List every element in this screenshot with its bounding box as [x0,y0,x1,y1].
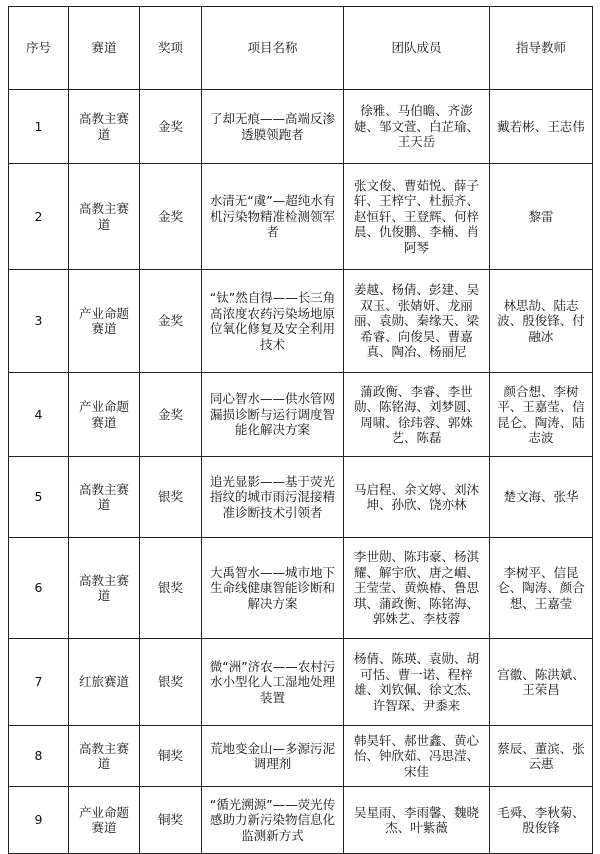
cell-track: 高教主赛道 [69,457,140,538]
table-row [9,457,593,538]
table-row [9,270,593,373]
table-row [9,787,593,854]
header-no: 序号 [9,7,69,90]
cell-members: 徐雅、马伯瞻、齐澎婕、邹文萱、白芷瑜、王天岳 [344,90,490,164]
cell-track: 高教主赛道 [69,538,140,639]
cell-award: 铜奖 [140,726,202,787]
table-row [9,373,593,457]
cell-no: 6 [9,538,69,639]
cell-award: 银奖 [140,457,202,538]
awards-table [8,6,593,854]
header-award: 奖项 [140,7,202,90]
cell-no: 3 [9,270,69,373]
cell-project: 微“洲”济农——农村污水小型化人工湿地处理装置 [202,639,344,726]
cell-project: 了却无痕——高端反渗透膜领跑者 [202,90,344,164]
cell-members: 姜越、杨倩、彭建、吴双玉、张婧妍、龙丽丽、袁勋、秦缘天、梁希睿、向俊昊、曹嘉真、陶冶、杨丽尼 [344,270,490,373]
cell-award: 金奖 [140,373,202,457]
cell-advisors: 蔡辰、董滨、张云惠 [490,726,593,787]
cell-award: 银奖 [140,538,202,639]
table-row [9,164,593,270]
cell-advisors: 黎雷 [490,164,593,270]
cell-track: 产业命题赛道 [69,787,140,854]
table-row [9,538,593,639]
cell-award: 铜奖 [140,787,202,854]
cell-members: 韩昊轩、郝世鑫、黄心怡、钟欣茹、冯思滢、宋佳 [344,726,490,787]
cell-project: “循光溯源”——荧光传感助力新污染物信息化监测新方式 [202,787,344,854]
cell-track: 高教主赛道 [69,726,140,787]
header-advisors: 指导教师 [490,7,593,90]
cell-award: 金奖 [140,270,202,373]
header-project: 项目名称 [202,7,344,90]
cell-track: 产业命题赛道 [69,270,140,373]
cell-no: 8 [9,726,69,787]
cell-project: 水清无“虞”—超纯水有机污染物精准检测领军者 [202,164,344,270]
cell-advisors: 颜合想、李树平、王嘉莹、信昆仑、陶涛、陆志波 [490,373,593,457]
cell-no: 1 [9,90,69,164]
cell-project: 追光显影——基于荧光指纹的城市雨污混接精准诊断技术引领者 [202,457,344,538]
cell-advisors: 李树平、信昆仑、陶涛、颜合想、王嘉莹 [490,538,593,639]
cell-members: 蒲政衡、李睿、李世勋、陈铭海、刘梦圆、周啸、徐玮蓉、郭姝艺、陈磊 [344,373,490,457]
table-row [9,639,593,726]
cell-track: 红旅赛道 [69,639,140,726]
cell-track: 产业命题赛道 [69,373,140,457]
cell-no: 4 [9,373,69,457]
cell-project: 同心智水——供水管网漏损诊断与运行调度智能化解决方案 [202,373,344,457]
cell-award: 银奖 [140,639,202,726]
cell-project: “钛”然自得——长三角高浓度农药污染场地原位氧化修复及安全利用技术 [202,270,344,373]
cell-track: 高教主赛道 [69,90,140,164]
cell-no: 7 [9,639,69,726]
table-row [9,726,593,787]
cell-no: 5 [9,457,69,538]
cell-project: 大禹智水——城市地下生命线健康智能诊断和解决方案 [202,538,344,639]
cell-members: 马启程、余文婷、刘沐坤、孙欣、饶亦林 [344,457,490,538]
cell-award: 金奖 [140,164,202,270]
cell-award: 金奖 [140,90,202,164]
table-row [9,90,593,164]
cell-members: 吴星雨、李雨馨、魏晓杰、叶紫薇 [344,787,490,854]
cell-members: 杨倩、陈瑛、袁勋、胡可恬、曹一诺、程梓雄、刘钦佩、徐文杰、许智琛、尹黍来 [344,639,490,726]
cell-advisors: 戴若彬、王志伟 [490,90,593,164]
cell-no: 9 [9,787,69,854]
cell-advisors: 毛舜、李秋菊、殷俊锋 [490,787,593,854]
cell-advisors: 宫徽、陈洪斌、王荣昌 [490,639,593,726]
header-members: 团队成员 [344,7,490,90]
cell-track: 高教主赛道 [69,164,140,270]
cell-members: 张文俊、曹茹悦、薛子轩、王梓宁、杜振齐、赵恒轩、王登辉、何梓晨、仇俊鹏、李楠、肖阿琴 [344,164,490,270]
cell-members: 李世勋、陈玮豪、杨淇耀、解宇欣、唐之嵋、王莹莹、黄焕椿、鲁思琪、蒲政衡、陈铭海、郭姝艺、李枝蓉 [344,538,490,639]
cell-advisors: 林思劼、陆志波、殷俊锋、付融冰 [490,270,593,373]
header-track: 赛道 [69,7,140,90]
cell-no: 2 [9,164,69,270]
header-row [9,7,593,90]
cell-project: 荒地变金山—多源污泥调理剂 [202,726,344,787]
cell-advisors: 楚文海、张华 [490,457,593,538]
